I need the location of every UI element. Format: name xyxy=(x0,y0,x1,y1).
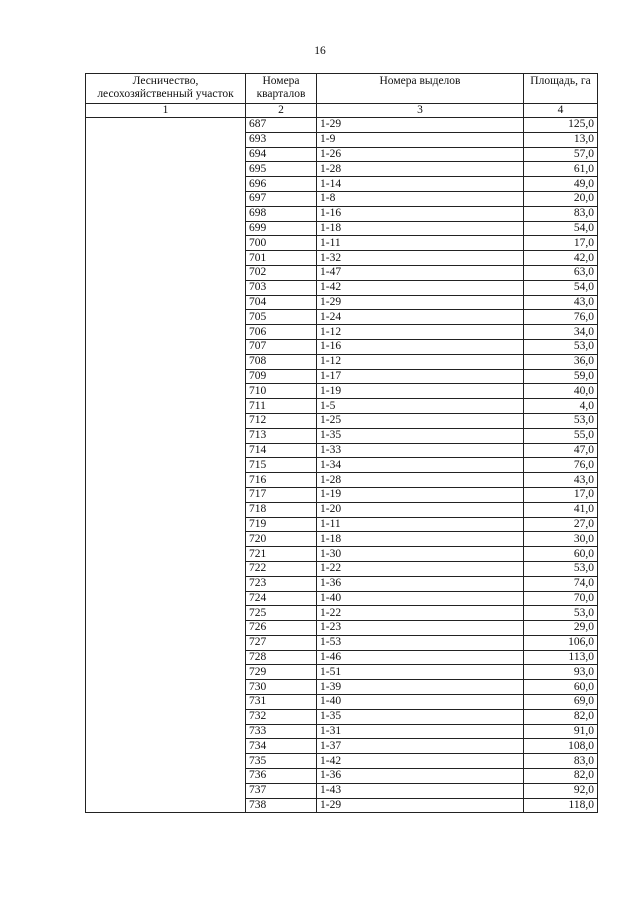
quarter-number-cell: 696 xyxy=(246,177,317,192)
area-cell: 113,0 xyxy=(524,650,598,665)
division-range-cell: 1-8 xyxy=(317,191,524,206)
quarter-number-cell: 707 xyxy=(246,339,317,354)
quarter-number-cell: 725 xyxy=(246,606,317,621)
quarter-number-cell: 726 xyxy=(246,621,317,636)
area-cell: 40,0 xyxy=(524,384,598,399)
quarter-number-cell: 708 xyxy=(246,354,317,369)
division-range-cell: 1-29 xyxy=(317,118,524,133)
quarter-number-cell: 728 xyxy=(246,650,317,665)
area-cell: 47,0 xyxy=(524,443,598,458)
area-cell: 53,0 xyxy=(524,606,598,621)
division-range-cell: 1-16 xyxy=(317,206,524,221)
quarter-number-cell: 736 xyxy=(246,769,317,784)
quarter-number-cell: 695 xyxy=(246,162,317,177)
quarter-number-cell: 714 xyxy=(246,443,317,458)
quarter-number-cell: 734 xyxy=(246,739,317,754)
area-cell: 30,0 xyxy=(524,532,598,547)
division-range-cell: 1-19 xyxy=(317,384,524,399)
column-number: 1 xyxy=(86,104,246,118)
area-cell: 34,0 xyxy=(524,325,598,340)
division-range-cell: 1-39 xyxy=(317,680,524,695)
quarter-number-cell: 706 xyxy=(246,325,317,340)
division-range-cell: 1-31 xyxy=(317,724,524,739)
quarter-number-cell: 711 xyxy=(246,399,317,414)
area-cell: 20,0 xyxy=(524,191,598,206)
division-range-cell: 1-11 xyxy=(317,517,524,532)
division-range-cell: 1-32 xyxy=(317,251,524,266)
division-range-cell: 1-26 xyxy=(317,147,524,162)
division-range-cell: 1-51 xyxy=(317,665,524,680)
quarter-number-cell: 712 xyxy=(246,413,317,428)
division-range-cell: 1-29 xyxy=(317,798,524,813)
quarter-number-cell: 716 xyxy=(246,473,317,488)
division-range-cell: 1-22 xyxy=(317,561,524,576)
quarter-number-cell: 735 xyxy=(246,754,317,769)
column-number: 3 xyxy=(317,104,524,118)
division-range-cell: 1-47 xyxy=(317,265,524,280)
area-cell: 53,0 xyxy=(524,413,598,428)
table-row xyxy=(86,118,598,133)
division-range-cell: 1-53 xyxy=(317,635,524,650)
area-cell: 63,0 xyxy=(524,265,598,280)
division-range-cell: 1-5 xyxy=(317,399,524,414)
column-number-row xyxy=(86,104,598,118)
quarter-number-cell: 705 xyxy=(246,310,317,325)
area-cell: 55,0 xyxy=(524,428,598,443)
division-range-cell: 1-43 xyxy=(317,783,524,798)
division-range-cell: 1-28 xyxy=(317,162,524,177)
page-number: 16 xyxy=(314,45,326,57)
quarter-number-cell: 697 xyxy=(246,191,317,206)
area-cell: 125,0 xyxy=(524,118,598,133)
area-cell: 76,0 xyxy=(524,458,598,473)
area-cell: 17,0 xyxy=(524,487,598,502)
quarter-number-cell: 724 xyxy=(246,591,317,606)
quarter-number-cell: 719 xyxy=(246,517,317,532)
area-cell: 60,0 xyxy=(524,680,598,695)
quarter-number-cell: 698 xyxy=(246,206,317,221)
table-header-row xyxy=(86,74,598,104)
division-range-cell: 1-33 xyxy=(317,443,524,458)
area-cell: 92,0 xyxy=(524,783,598,798)
quarter-number-cell: 727 xyxy=(246,635,317,650)
division-range-cell: 1-46 xyxy=(317,650,524,665)
quarter-number-cell: 731 xyxy=(246,695,317,710)
column-number: 4 xyxy=(524,104,598,118)
division-range-cell: 1-18 xyxy=(317,221,524,236)
area-cell: 91,0 xyxy=(524,724,598,739)
quarter-number-cell: 713 xyxy=(246,428,317,443)
division-range-cell: 1-12 xyxy=(317,325,524,340)
division-range-cell: 1-29 xyxy=(317,295,524,310)
quarter-number-cell: 699 xyxy=(246,221,317,236)
header-area: Площадь, га xyxy=(524,74,598,104)
area-cell: 29,0 xyxy=(524,621,598,636)
area-cell: 118,0 xyxy=(524,798,598,813)
quarter-number-cell: 717 xyxy=(246,487,317,502)
area-cell: 4,0 xyxy=(524,399,598,414)
area-cell: 59,0 xyxy=(524,369,598,384)
division-range-cell: 1-20 xyxy=(317,502,524,517)
area-cell: 54,0 xyxy=(524,280,598,295)
area-cell: 74,0 xyxy=(524,576,598,591)
area-cell: 60,0 xyxy=(524,547,598,562)
division-range-cell: 1-40 xyxy=(317,591,524,606)
area-cell: 13,0 xyxy=(524,132,598,147)
quarter-number-cell: 738 xyxy=(246,798,317,813)
area-cell: 17,0 xyxy=(524,236,598,251)
division-range-cell: 1-35 xyxy=(317,428,524,443)
division-range-cell: 1-25 xyxy=(317,413,524,428)
area-cell: 36,0 xyxy=(524,354,598,369)
division-range-cell: 1-30 xyxy=(317,547,524,562)
division-range-cell: 1-14 xyxy=(317,177,524,192)
area-cell: 27,0 xyxy=(524,517,598,532)
division-range-cell: 1-36 xyxy=(317,576,524,591)
area-cell: 57,0 xyxy=(524,147,598,162)
division-range-cell: 1-42 xyxy=(317,754,524,769)
area-cell: 82,0 xyxy=(524,769,598,784)
area-cell: 54,0 xyxy=(524,221,598,236)
area-cell: 43,0 xyxy=(524,473,598,488)
area-cell: 53,0 xyxy=(524,561,598,576)
quarter-number-cell: 709 xyxy=(246,369,317,384)
quarter-number-cell: 722 xyxy=(246,561,317,576)
area-cell: 70,0 xyxy=(524,591,598,606)
area-cell: 82,0 xyxy=(524,709,598,724)
area-cell: 83,0 xyxy=(524,206,598,221)
division-range-cell: 1-9 xyxy=(317,132,524,147)
area-cell: 108,0 xyxy=(524,739,598,754)
division-range-cell: 1-23 xyxy=(317,621,524,636)
quarter-number-cell: 702 xyxy=(246,265,317,280)
division-range-cell: 1-19 xyxy=(317,487,524,502)
quarter-number-cell: 701 xyxy=(246,251,317,266)
header-division-numbers: Номера выделов xyxy=(317,74,524,104)
quarter-number-cell: 700 xyxy=(246,236,317,251)
division-range-cell: 1-40 xyxy=(317,695,524,710)
division-range-cell: 1-12 xyxy=(317,354,524,369)
forest-plot-table xyxy=(85,73,598,813)
division-range-cell: 1-35 xyxy=(317,709,524,724)
quarter-number-cell: 693 xyxy=(246,132,317,147)
area-cell: 93,0 xyxy=(524,665,598,680)
header-forestry: Лесничество, лесохозяйственный участок xyxy=(86,74,246,104)
column-number: 2 xyxy=(246,104,317,118)
quarter-number-cell: 718 xyxy=(246,502,317,517)
division-range-cell: 1-34 xyxy=(317,458,524,473)
quarter-number-cell: 687 xyxy=(246,118,317,133)
division-range-cell: 1-24 xyxy=(317,310,524,325)
area-cell: 43,0 xyxy=(524,295,598,310)
quarter-number-cell: 737 xyxy=(246,783,317,798)
quarter-number-cell: 723 xyxy=(246,576,317,591)
area-cell: 106,0 xyxy=(524,635,598,650)
area-cell: 83,0 xyxy=(524,754,598,769)
area-cell: 61,0 xyxy=(524,162,598,177)
table-body xyxy=(86,118,598,813)
quarter-number-cell: 732 xyxy=(246,709,317,724)
division-range-cell: 1-28 xyxy=(317,473,524,488)
area-cell: 42,0 xyxy=(524,251,598,266)
division-range-cell: 1-37 xyxy=(317,739,524,754)
division-range-cell: 1-17 xyxy=(317,369,524,384)
division-range-cell: 1-16 xyxy=(317,339,524,354)
division-range-cell: 1-36 xyxy=(317,769,524,784)
division-range-cell: 1-22 xyxy=(317,606,524,621)
quarter-number-cell: 733 xyxy=(246,724,317,739)
forestry-cell xyxy=(86,118,246,813)
area-cell: 49,0 xyxy=(524,177,598,192)
quarter-number-cell: 710 xyxy=(246,384,317,399)
division-range-cell: 1-42 xyxy=(317,280,524,295)
area-cell: 41,0 xyxy=(524,502,598,517)
area-cell: 76,0 xyxy=(524,310,598,325)
quarter-number-cell: 694 xyxy=(246,147,317,162)
quarter-number-cell: 703 xyxy=(246,280,317,295)
quarter-number-cell: 729 xyxy=(246,665,317,680)
area-cell: 53,0 xyxy=(524,339,598,354)
area-cell: 69,0 xyxy=(524,695,598,710)
quarter-number-cell: 704 xyxy=(246,295,317,310)
division-range-cell: 1-18 xyxy=(317,532,524,547)
division-range-cell: 1-11 xyxy=(317,236,524,251)
quarter-number-cell: 720 xyxy=(246,532,317,547)
quarter-number-cell: 721 xyxy=(246,547,317,562)
header-quarter-numbers: Номера кварталов xyxy=(246,74,317,104)
quarter-number-cell: 715 xyxy=(246,458,317,473)
quarter-number-cell: 730 xyxy=(246,680,317,695)
